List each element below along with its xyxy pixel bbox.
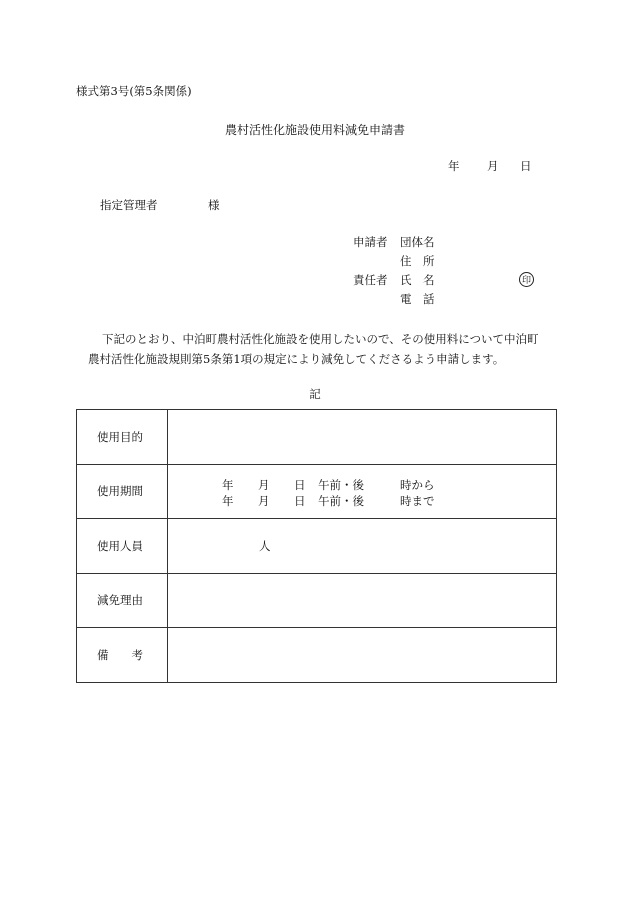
from-ampm: 午前・後 [318, 478, 364, 493]
people-label: 使用人員 [77, 519, 168, 574]
to-suffix: 時まで [400, 494, 435, 509]
applicant-organization-label: 団体名 [400, 235, 435, 249]
applicant-address-label: 住 所 [400, 254, 435, 268]
table-row-remarks [77, 628, 557, 683]
date-day-label: 日 [520, 159, 532, 173]
from-year: 年 [222, 478, 234, 493]
request-line-1: 下記のとおり、中泊町農村活性化施設を使用したいので、その使用料について中泊町 [102, 332, 539, 346]
seal-mark: 印 [519, 272, 534, 287]
table-row-purpose [77, 410, 557, 465]
from-day: 日 [294, 478, 306, 493]
form-number: 様式第3号(第5条関係) [76, 84, 192, 98]
request-line-2: 農村活性化施設規則第5条第1項の規定により減免してくださるよう申請します。 [88, 352, 505, 366]
remarks-value-cell[interactable] [168, 628, 557, 683]
to-year: 年 [222, 494, 234, 509]
reason-label: 減免理由 [77, 573, 168, 628]
period-to-line [168, 491, 556, 507]
table-row-period [77, 464, 557, 519]
manager-name-label: 氏 名 [400, 273, 435, 287]
people-value-cell[interactable] [168, 519, 557, 574]
request-paragraph [88, 329, 563, 369]
date-year-label: 年 [448, 159, 460, 173]
to-ampm: 午前・後 [318, 494, 364, 509]
date-month-label: 月 [487, 159, 499, 173]
document-title: 農村活性化施設使用料減免申請書 [224, 123, 405, 137]
addressee-honorific: 様 [208, 198, 220, 212]
ki-heading: 記 [309, 387, 321, 401]
people-unit: 人 [259, 538, 271, 553]
period-value-cell[interactable] [168, 464, 557, 519]
to-month: 月 [258, 494, 270, 509]
from-suffix: 時から [400, 478, 435, 493]
reason-value-cell[interactable] [168, 573, 557, 628]
remarks-label: 備 考 [77, 628, 168, 683]
table-row-people [77, 519, 557, 574]
details-table [76, 409, 557, 683]
manager-role: 責任者 [353, 273, 388, 287]
period-from-line [168, 475, 556, 491]
table-row-reason [77, 573, 557, 628]
applicant-role: 申請者 [353, 235, 388, 249]
purpose-value-cell[interactable] [168, 410, 557, 465]
purpose-label: 使用目的 [77, 410, 168, 465]
from-month: 月 [258, 478, 270, 493]
addressee-name: 指定管理者 [100, 198, 158, 212]
to-day: 日 [294, 494, 306, 509]
period-label: 使用期間 [77, 464, 168, 519]
manager-phone-label: 電 話 [400, 292, 435, 306]
